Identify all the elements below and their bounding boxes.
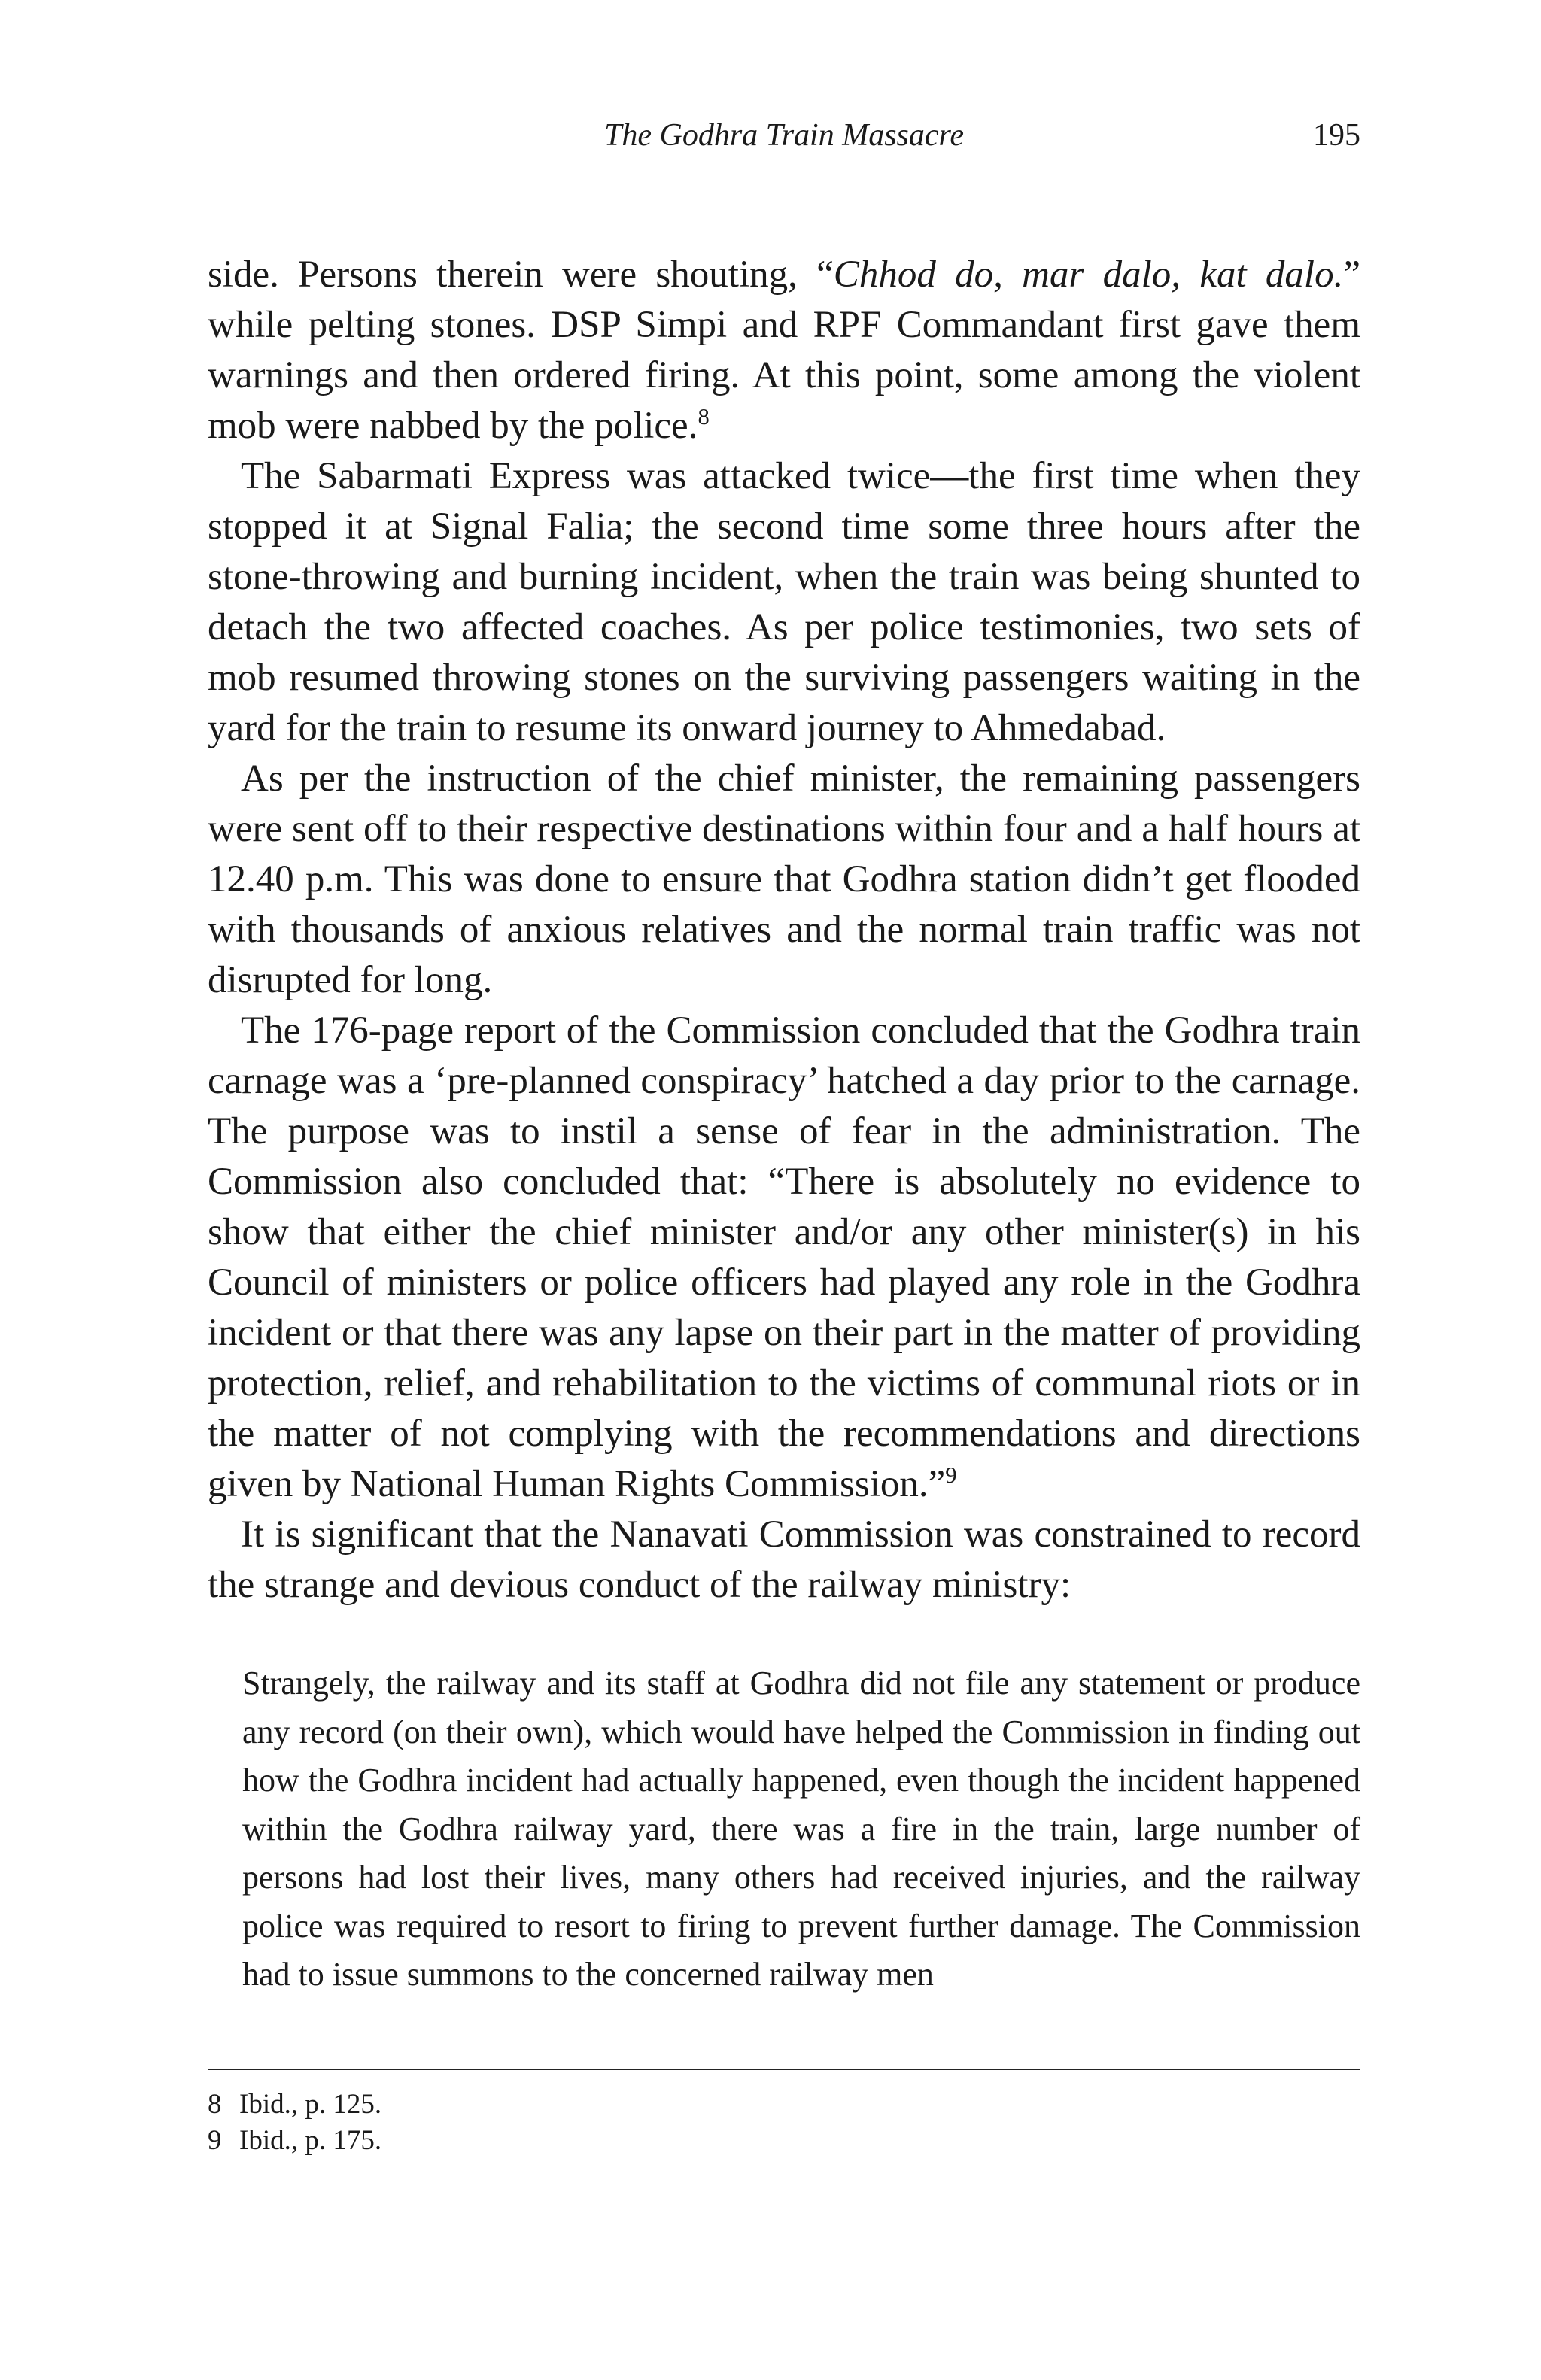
block-quote: Strangely, the railway and its staff at Godhra did not file any statement or produce any record (on their own), which would have helped the Commission in finding out how the Godhra incident had actually happened, even though the incident happened within the Godhra railway yard, there was a fire in the train, large number of persons had lost their lives, many others had received injuries, and the railway police was required to resort to firing to prevent further damage. The Commission had to issue summons to the concerned railway men (242, 1665, 1360, 1993)
page-number: 195 (1313, 118, 1360, 153)
paragraph-4 (208, 1006, 1360, 1510)
footnote-8 (208, 2087, 1360, 2123)
paragraph-3: As per the instruction of the chief minister, the remaining passengers were sent off to their respective destinations within four and a half hours at 12.40 p.m. This was done to ensure that Godhra station didn’t get flooded with thousands of anxious relatives and the normal train traffic was not disrupted for long. (208, 757, 1360, 1001)
book-page (208, 113, 1360, 1999)
running-head (208, 113, 1360, 165)
paragraph-1-text-b: ” while pelting stones. DSP Simpi and RPF Commandant first gave them warnings and then ordered firing. At this point, some among the violent mob were nabbed by the police. (208, 253, 1360, 447)
paragraph-5: It is significant that the Nanavati Commission was constrained to record the strange and devious conduct of the railway ministry: (208, 1513, 1360, 1606)
paragraph-4-text: The 176-page report of the Commission concluded that the Godhra train carnage was a ‘pre-planned conspiracy’ hatched a day prior to the carnage. The purpose was to instil a sense of fear in the administration. The Commission also concluded that: “There is absolutely no evidence to show that either the chief minister and/or any other minister(s) in his Council of ministers or police officers had played any role in the Godhra incident or that there was any lapse on their part in the matter of providing protection, relief, and rehabilitation to the victims of communal riots or in the matter of not complying with the recommendations and directions given by National Human Rights Commission.” (208, 1009, 1360, 1505)
quoted-shout: Chhod do, mar dalo, kat dalo. (833, 253, 1344, 296)
footnote-ref-8: 8 (698, 404, 710, 430)
body-text (208, 250, 1360, 1610)
paragraph-1-text-a: side. Persons therein were shouting, “ (208, 253, 834, 296)
footnote-9 (208, 2123, 1360, 2159)
footnote-text: Ibid., p. 125. (239, 2089, 382, 2120)
paragraph-2: The Sabarmati Express was attacked twice—the first time when they stopped it at Signal Falia; the second time some three hours after the stone-throwing and burning incident, when the train was being shunted to detach the two affected coaches. As per police testimonies, two sets of mob resumed throwing stones on the surviving passengers waiting in the yard for the train to resume its onward journey to Ahmedabad. (208, 455, 1360, 749)
footnote-number: 8 (208, 2089, 222, 2120)
footnote-ref-9: 9 (945, 1462, 957, 1488)
paragraph-1 (208, 250, 1360, 451)
running-title: The Godhra Train Massacre (604, 118, 964, 153)
footnote-text: Ibid., p. 175. (239, 2125, 382, 2156)
footnotes (208, 2069, 1360, 2159)
footnote-number: 9 (208, 2125, 222, 2156)
